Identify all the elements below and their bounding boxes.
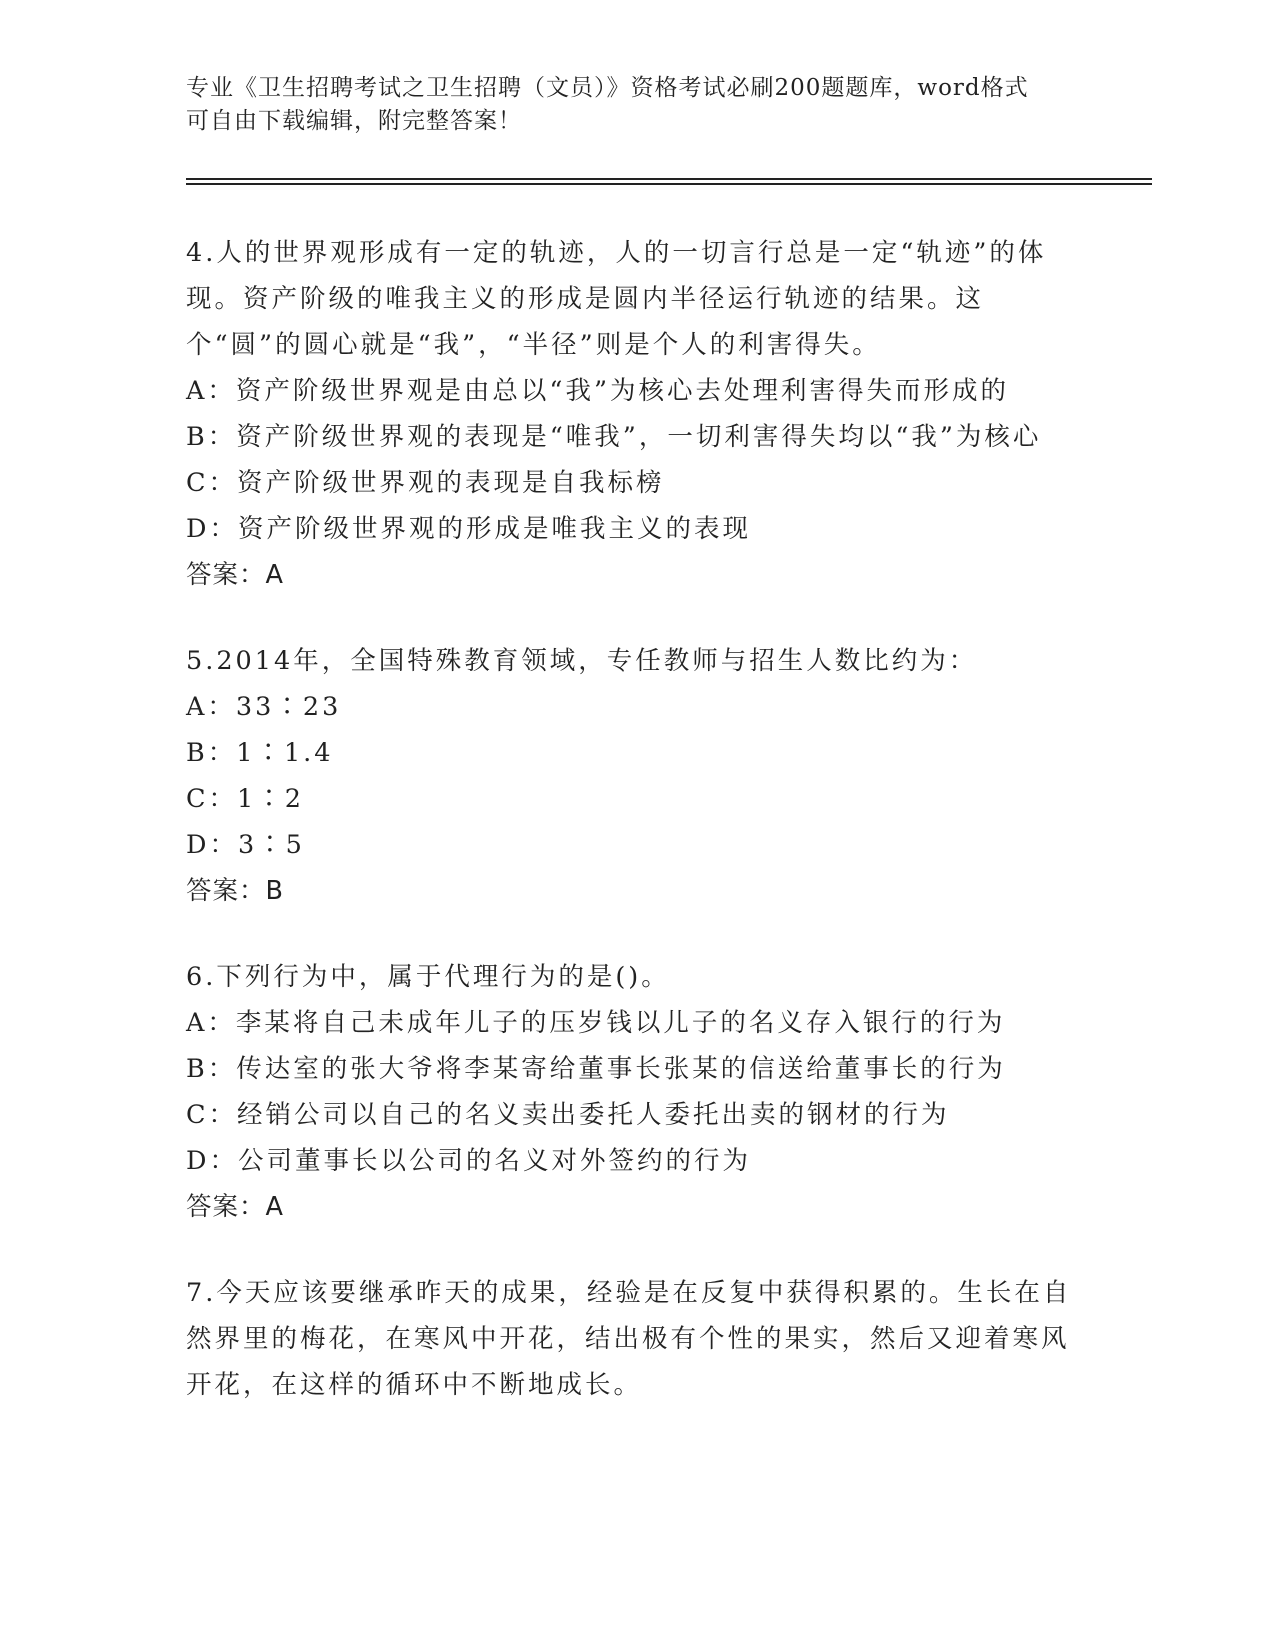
option-c: C：1∶2 [186, 784, 304, 814]
option-a: A：李某将自己未成年儿子的压岁钱以儿子的名义存入银行的行为 [186, 1008, 1006, 1038]
option-d: D：公司董事长以公司的名义对外签约的行为 [186, 1146, 751, 1176]
question-stem: 6.下列行为中，属于代理行为的是()。 [186, 962, 670, 992]
option-c: C：资产阶级世界观的表现是自我标榜 [186, 468, 665, 498]
question-4 [186, 230, 1076, 598]
question-stem: 7.今天应该要继承昨天的成果，经验是在反复中获得积累的。生长在自然界里的梅花，在寒风中开花，结出极有个性的果实，然后又迎着寒风开花，在这样的循环中不断地成长。 [186, 1278, 1072, 1400]
header-title-line-2: 可自由下载编辑，附完整答案！ [186, 108, 522, 134]
answer-line: 答案：A [186, 560, 284, 590]
question-stem: 4.人的世界观形成有一定的轨迹，人的一切言行总是一定“轨迹”的体现。资产阶级的唯我主义的形成是圆内半径运行轨迹的结果。这个“圆”的圆心就是“我”，“半径”则是个人的利害得失。 [186, 238, 1047, 360]
document-header [186, 72, 1066, 138]
answer-line: 答案：B [186, 876, 284, 906]
option-b: B：1∶1.4 [186, 738, 334, 768]
option-b: B：资产阶级世界观的表现是“唯我”，一切利害得失均以“我”为核心 [186, 422, 1042, 452]
question-list [186, 230, 1076, 1448]
question-stem: 5.2014年，全国特殊教育领域，专任教师与招生人数比约为： [186, 646, 978, 676]
option-a: A：资产阶级世界观是由总以“我”为核心去处理利害得失而形成的 [186, 376, 1009, 406]
question-7 [186, 1270, 1076, 1408]
option-b: B：传达室的张大爷将李某寄给董事长张某的信送给董事长的行为 [186, 1054, 1006, 1084]
answer-line: 答案：A [186, 1192, 284, 1222]
option-a: A：33∶23 [186, 692, 342, 722]
option-c: C：经销公司以自己的名义卖出委托人委托出卖的钢材的行为 [186, 1100, 950, 1130]
option-d: D：资产阶级世界观的形成是唯我主义的表现 [186, 514, 751, 544]
header-title-line-1: 专业《卫生招聘考试之卫生招聘（文员）》资格考试必刷200题题库，word格式 [186, 75, 1029, 101]
header-divider-bottom [186, 183, 1152, 185]
header-divider-top [186, 178, 1152, 180]
question-6 [186, 954, 1076, 1230]
option-d: D：3∶5 [186, 830, 305, 860]
question-5 [186, 638, 1076, 914]
